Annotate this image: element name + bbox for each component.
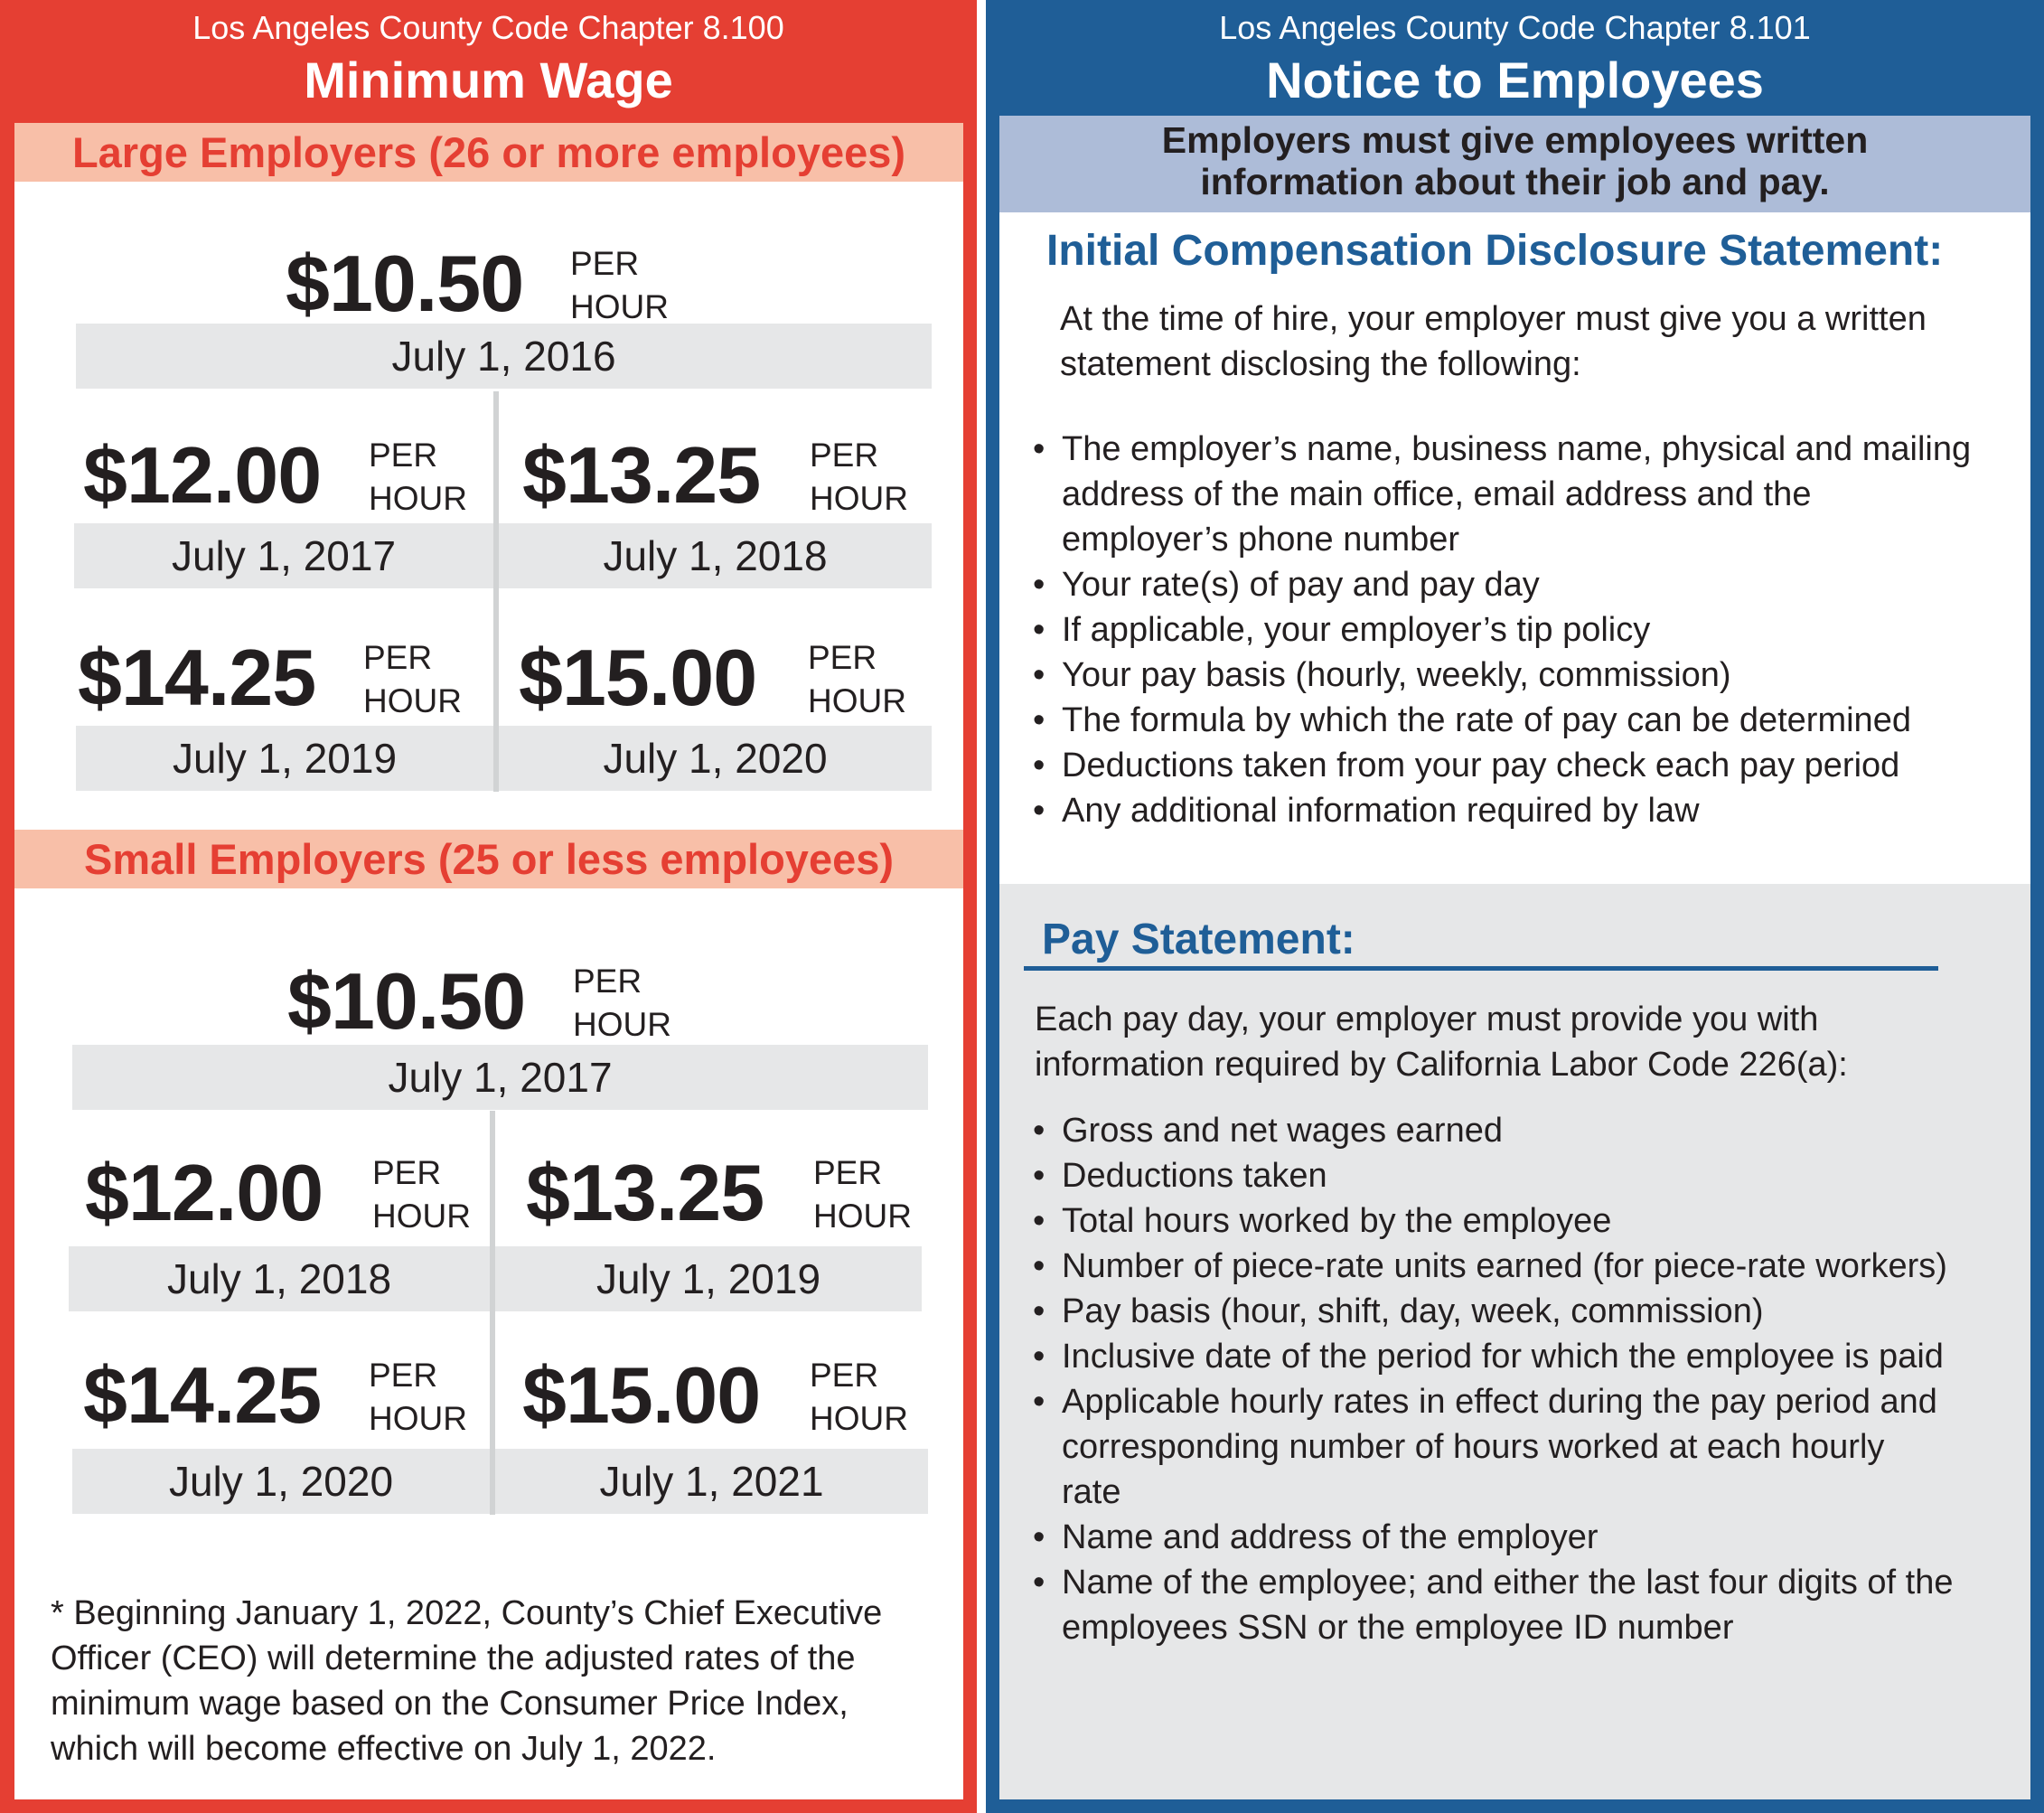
written-info-banner: Employers must give employees written information about their job and pay. bbox=[999, 116, 2030, 212]
list-item: • Deductions taken from your pay check each pay period bbox=[1033, 747, 1900, 784]
rate-block bbox=[85, 1139, 483, 1247]
rate-block bbox=[522, 1341, 920, 1450]
rate-block bbox=[78, 624, 475, 732]
rate-block bbox=[286, 230, 669, 338]
rate-block bbox=[287, 947, 671, 1056]
initial-disclosure-list bbox=[1033, 427, 2027, 833]
rate-amount: $15.00 bbox=[519, 633, 757, 722]
rate-amount: $10.50 bbox=[287, 956, 526, 1046]
list-item: • The employer’s name, business name, physical and mailing address of the main office, email address and the employer’s phone number bbox=[1033, 430, 1972, 559]
rate-amount: $12.00 bbox=[83, 430, 322, 520]
rate-date: July 1, 2018 bbox=[166, 1255, 392, 1302]
minimum-wage-chapter: Los Angeles County Code Chapter 8.100 bbox=[192, 9, 784, 46]
minimum-wage-panel bbox=[0, 0, 977, 1813]
per-hour-label: PER HOUR bbox=[573, 963, 671, 1043]
rate-date: July 1, 2018 bbox=[603, 532, 828, 579]
list-item: • Your rate(s) of pay and pay day bbox=[1033, 566, 1540, 604]
list-item: • Total hours worked by the employee bbox=[1033, 1202, 1612, 1240]
list-item: • Gross and net wages earned bbox=[1033, 1112, 1503, 1150]
rate-date: July 1, 2017 bbox=[388, 1054, 613, 1101]
rate-amount: $14.25 bbox=[83, 1350, 322, 1440]
rate-amount: $14.25 bbox=[78, 633, 316, 722]
notice-chapter: Los Angeles County Code Chapter 8.101 bbox=[1219, 9, 1811, 46]
initial-disclosure-section bbox=[999, 116, 2030, 884]
cpi-footnote: * Beginning January 1, 2022, County’s Chief Executive Officer (CEO) will determine the adjusted rates of the minimum wage based on the Consumer Price Index, which will become effective on July 1, 2022. bbox=[51, 1594, 883, 1768]
rate-amount: $13.25 bbox=[522, 430, 761, 520]
rate-date: July 1, 2020 bbox=[168, 1458, 394, 1505]
per-hour-label: PER HOUR bbox=[372, 1154, 471, 1235]
list-item: • Deductions taken bbox=[1033, 1157, 1327, 1195]
list-item: • If applicable, your employer’s tip policy bbox=[1033, 611, 1651, 649]
rate-block bbox=[519, 624, 916, 732]
list-item: • Your pay basis (hourly, weekly, commission) bbox=[1033, 656, 1731, 694]
rate-date: July 1, 2016 bbox=[391, 333, 616, 380]
list-item: • Applicable hourly rates in effect during the pay period and corresponding number of hours worked at each hourly rate bbox=[1033, 1383, 1937, 1511]
pay-statement-list bbox=[1033, 1108, 2027, 1650]
rate-date: July 1, 2019 bbox=[172, 735, 398, 782]
per-hour-label: PER HOUR bbox=[570, 245, 669, 325]
list-item: • Name and address of the employer bbox=[1033, 1518, 1599, 1556]
rate-amount: $15.00 bbox=[522, 1350, 761, 1440]
rate-block bbox=[526, 1139, 924, 1247]
rate-date: July 1, 2017 bbox=[171, 532, 397, 579]
small-employers-heading: Small Employers (25 or less employees) bbox=[14, 830, 963, 888]
rate-block bbox=[83, 1341, 481, 1450]
rate-amount: $12.00 bbox=[85, 1148, 323, 1237]
pay-statement-title: Pay Statement: bbox=[1042, 916, 1355, 963]
rate-block bbox=[83, 421, 481, 530]
rate-date: July 1, 2021 bbox=[599, 1458, 824, 1505]
initial-disclosure-intro: At the time of hire, your employer must give you a written statement disclosing the following: bbox=[1060, 300, 1927, 383]
per-hour-label: PER HOUR bbox=[369, 1357, 467, 1437]
rate-date: July 1, 2020 bbox=[603, 735, 828, 782]
list-item: • Any additional information required by law bbox=[1033, 792, 1700, 830]
per-hour-label: PER HOUR bbox=[813, 1154, 912, 1235]
pay-statement-intro: Each pay day, your employer must provide you with information required by California Labor Code 226(a): bbox=[1035, 1000, 1848, 1084]
per-hour-label: PER HOUR bbox=[810, 1357, 908, 1437]
minimum-wage-title: Minimum Wage bbox=[304, 52, 673, 108]
list-item: • Number of piece-rate units earned (for piece-rate workers) bbox=[1033, 1247, 1947, 1285]
rate-amount: $10.50 bbox=[286, 239, 524, 328]
rate-date: July 1, 2019 bbox=[595, 1255, 821, 1302]
rate-block bbox=[522, 421, 920, 530]
per-hour-label: PER HOUR bbox=[810, 437, 908, 517]
notice-panel bbox=[986, 0, 2044, 1813]
pay-statement-underline bbox=[1024, 966, 1938, 971]
minimum-wage-content bbox=[14, 123, 963, 1799]
initial-disclosure-title: Initial Compensation Disclosure Statement: bbox=[1046, 227, 1944, 275]
rate-amount: $13.25 bbox=[526, 1148, 764, 1237]
large-employers-heading: Large Employers (26 or more employees) bbox=[14, 123, 963, 182]
list-item: • The formula by which the rate of pay can be determined bbox=[1033, 701, 1911, 739]
list-item: • Name of the employee; and either the last four digits of the employees SSN or the employee ID number bbox=[1033, 1564, 1954, 1647]
list-item: • Inclusive date of the period for which the employee is paid bbox=[1033, 1338, 1944, 1376]
list-item: • Pay basis (hour, shift, day, week, commission) bbox=[1033, 1292, 1764, 1330]
pay-statement-section bbox=[999, 884, 2030, 1799]
per-hour-label: PER HOUR bbox=[808, 639, 906, 719]
per-hour-label: PER HOUR bbox=[369, 437, 467, 517]
per-hour-label: PER HOUR bbox=[363, 639, 462, 719]
notice-title: Notice to Employees bbox=[1266, 52, 1764, 108]
